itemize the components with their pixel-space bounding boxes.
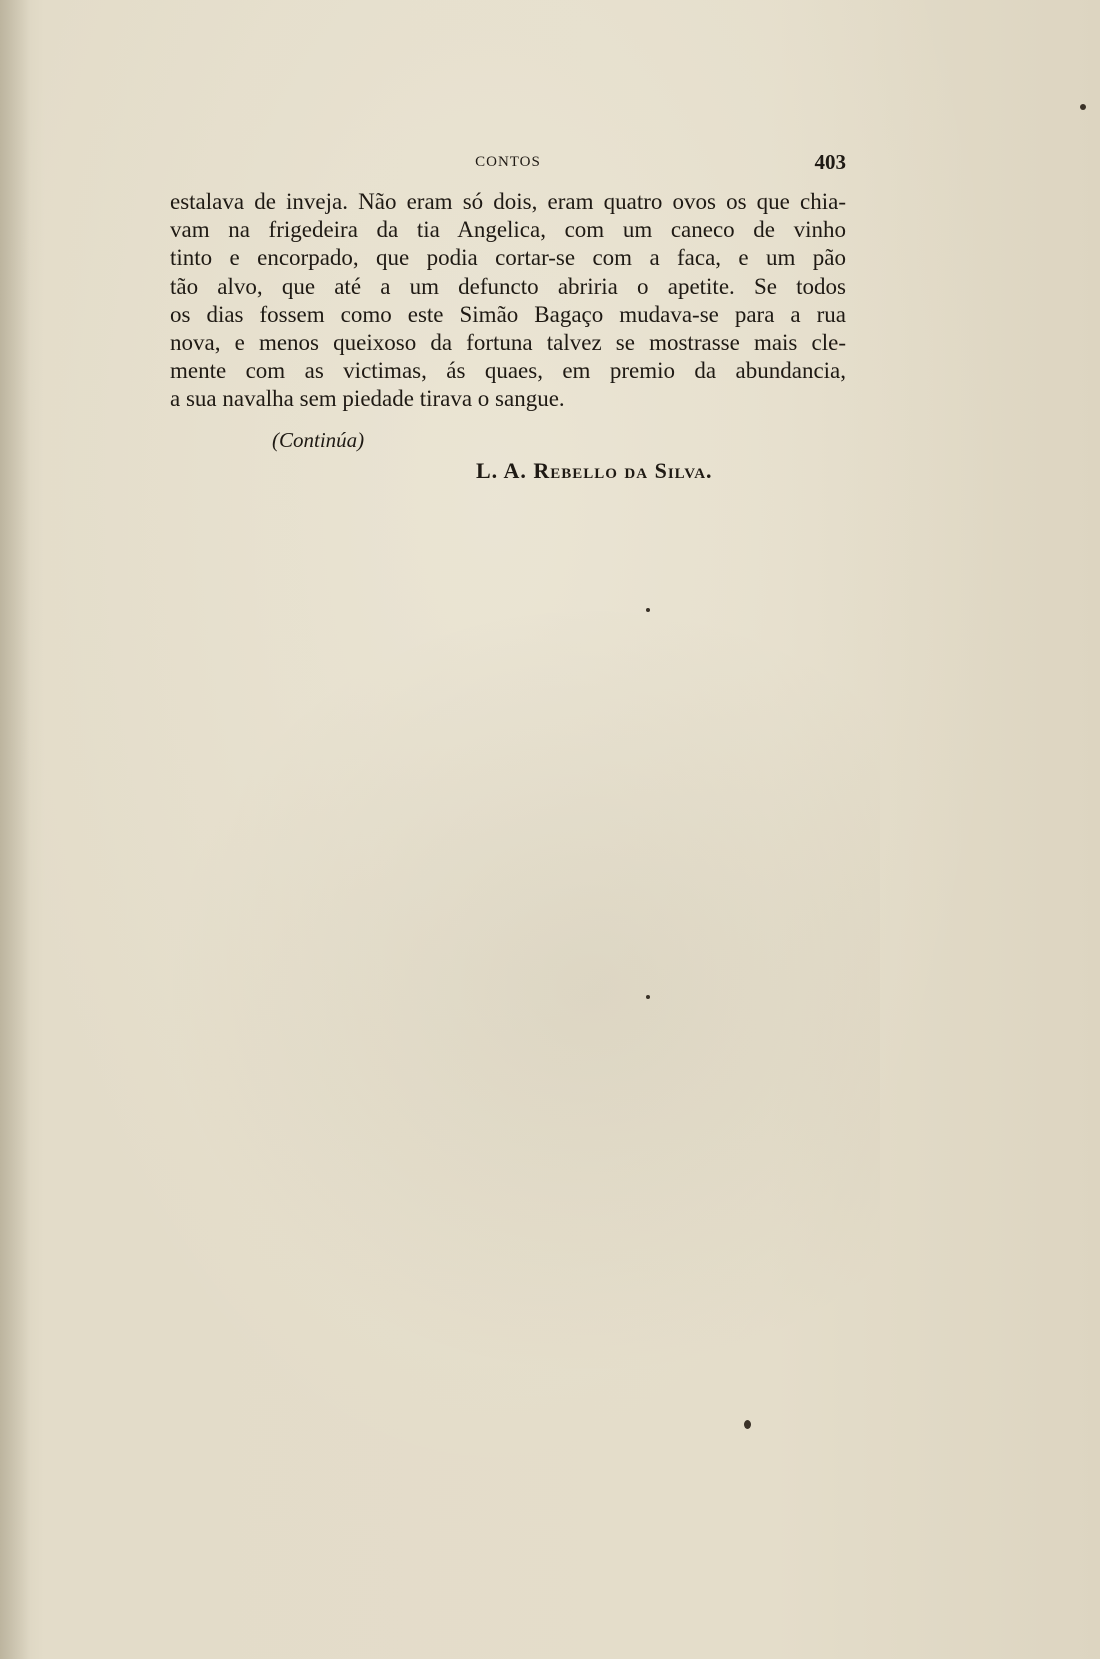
body-line: vam na frigedeira da tia Angelica, com um caneco de vinho: [170, 217, 846, 243]
ink-speck: [744, 1420, 751, 1429]
continua-note: (Continúa): [272, 428, 365, 452]
page-header: [170, 150, 846, 180]
body-paragraph: [170, 188, 846, 414]
body-line: tinto e encorpado, que podia cortar-se com a faca, e um pão: [170, 245, 846, 271]
ink-speck: [1080, 104, 1086, 110]
author-signature: L. A. Rebello da Silva.: [476, 458, 713, 483]
ink-speck: [646, 608, 650, 612]
page-number: 403: [814, 150, 846, 174]
body-line: estalava de inveja. Não eram só dois, eram quatro ovos os que chia-: [170, 189, 846, 214]
body-line: mente com as victimas, ás quaes, em premio da abundancia,: [170, 358, 846, 384]
running-title: CONTOS: [475, 154, 541, 170]
body-line: a sua navalha sem piedade tirava o sangue.: [170, 386, 565, 412]
page-edge-shadow: [0, 0, 30, 1659]
body-line: os dias fossem como este Simão Bagaço mudava-se para a rua: [170, 301, 846, 327]
show-through-shadow: [160, 600, 880, 1380]
ink-speck: [646, 995, 650, 999]
body-line: tão alvo, que até a um defuncto abriria o apetite. Se todos: [170, 273, 846, 299]
body-line: nova, e menos queixoso da fortuna talvez se mostrasse mais cle-: [170, 330, 846, 356]
